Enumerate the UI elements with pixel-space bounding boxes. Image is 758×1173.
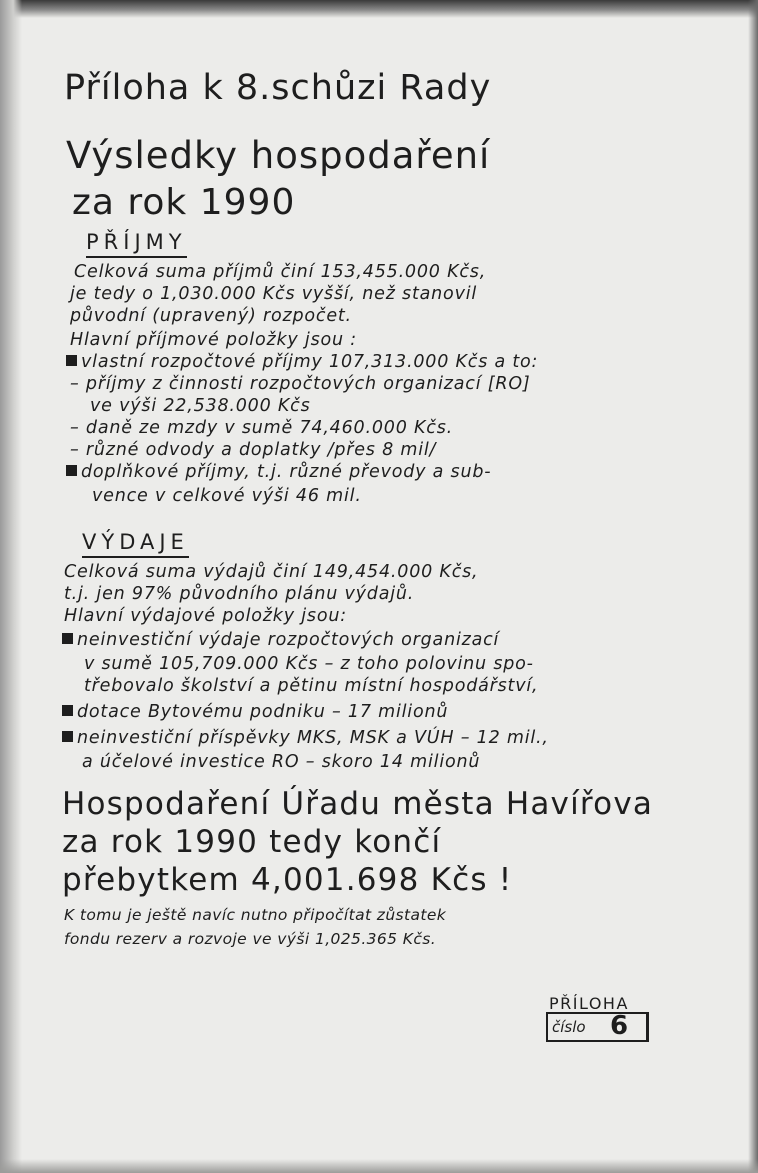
conclusion-line: přebytkem 4,001.698 Kčs ! (62, 862, 513, 898)
income-line: ve výši 22,538.000 Kčs (90, 396, 311, 416)
bullet-square-icon (66, 355, 77, 366)
income-bullet-item: doplňkové příjmy, t.j. různé převody a sub- (66, 462, 491, 482)
income-line: vence v celkové výši 46 mil. (92, 486, 362, 506)
expenses-line: Celková suma výdajů činí 149,454.000 Kčs, (64, 562, 479, 582)
scan-edge-right (748, 0, 758, 1173)
income-section-title: PŘÍJMY (86, 230, 187, 258)
expenses-bullet-item: neinvestiční výdaje rozpočtových organizací (62, 630, 499, 650)
scan-edge-left (0, 0, 22, 1173)
bullet-square-icon (62, 731, 73, 742)
income-line: původní (upravený) rozpočet. (70, 306, 352, 326)
expenses-line: v sumě 105,709.000 Kčs – z toho polovinu spo- (84, 654, 534, 674)
stamp-label: číslo (552, 1018, 586, 1036)
expenses-line: Hlavní výdajové položky jsou: (64, 606, 347, 626)
conclusion-line: Hospodaření Úřadu města Havířova (62, 786, 654, 822)
conclusion-line: za rok 1990 tedy končí (62, 824, 442, 860)
income-bullet-item: vlastní rozpočtové příjmy 107,313.000 Kčs a to: (66, 352, 538, 372)
heading-line-3: za rok 1990 (72, 182, 296, 223)
bullet-square-icon (62, 633, 73, 644)
scan-edge-top (0, 0, 758, 18)
bullet-square-icon (62, 705, 73, 716)
heading-line-1: Příloha k 8.schůzi Rady (64, 68, 492, 108)
expenses-section-title: VÝDAJE (82, 530, 189, 558)
stamp-box (546, 1012, 649, 1042)
expenses-line: a účelové investice RO – skoro 14 milionů (82, 752, 481, 772)
expenses-line: třebovalo školství a pětinu místní hospodářství, (84, 676, 539, 696)
bullet-square-icon (66, 465, 77, 476)
attachment-stamp (546, 994, 648, 1046)
scan-edge-bottom (0, 1159, 758, 1173)
note-line: K tomu je ještě navíc nutno připočítat zůstatek (64, 906, 447, 924)
income-line: Hlavní příjmové položky jsou : (70, 330, 357, 350)
heading-line-2: Výsledky hospodaření (66, 134, 491, 177)
income-line: – příjmy z činnosti rozpočtových organizací [RO] (70, 374, 531, 394)
expenses-bullet-item: dotace Bytovému podniku – 17 milionů (62, 702, 448, 722)
note-line: fondu rezerv a rozvoje ve výši 1,025.365 Kčs. (64, 930, 437, 948)
expenses-line: t.j. jen 97% původního plánu výdajů. (64, 584, 415, 604)
stamp-title: PŘÍLOHA (549, 994, 629, 1013)
income-line: – různé odvody a doplatky /přes 8 mil/ (70, 440, 437, 460)
expenses-bullet-item: neinvestiční příspěvky MKS, MSK a VÚH – 12 mil., (62, 728, 549, 748)
income-line: – daně ze mzdy v sumě 74,460.000 Kčs. (70, 418, 453, 438)
stamp-number: 6 (610, 1011, 629, 1041)
income-line: je tedy o 1,030.000 Kčs vyšší, než stanovil (70, 284, 478, 304)
income-line: Celková suma příjmů činí 153,455.000 Kčs, (74, 262, 487, 282)
